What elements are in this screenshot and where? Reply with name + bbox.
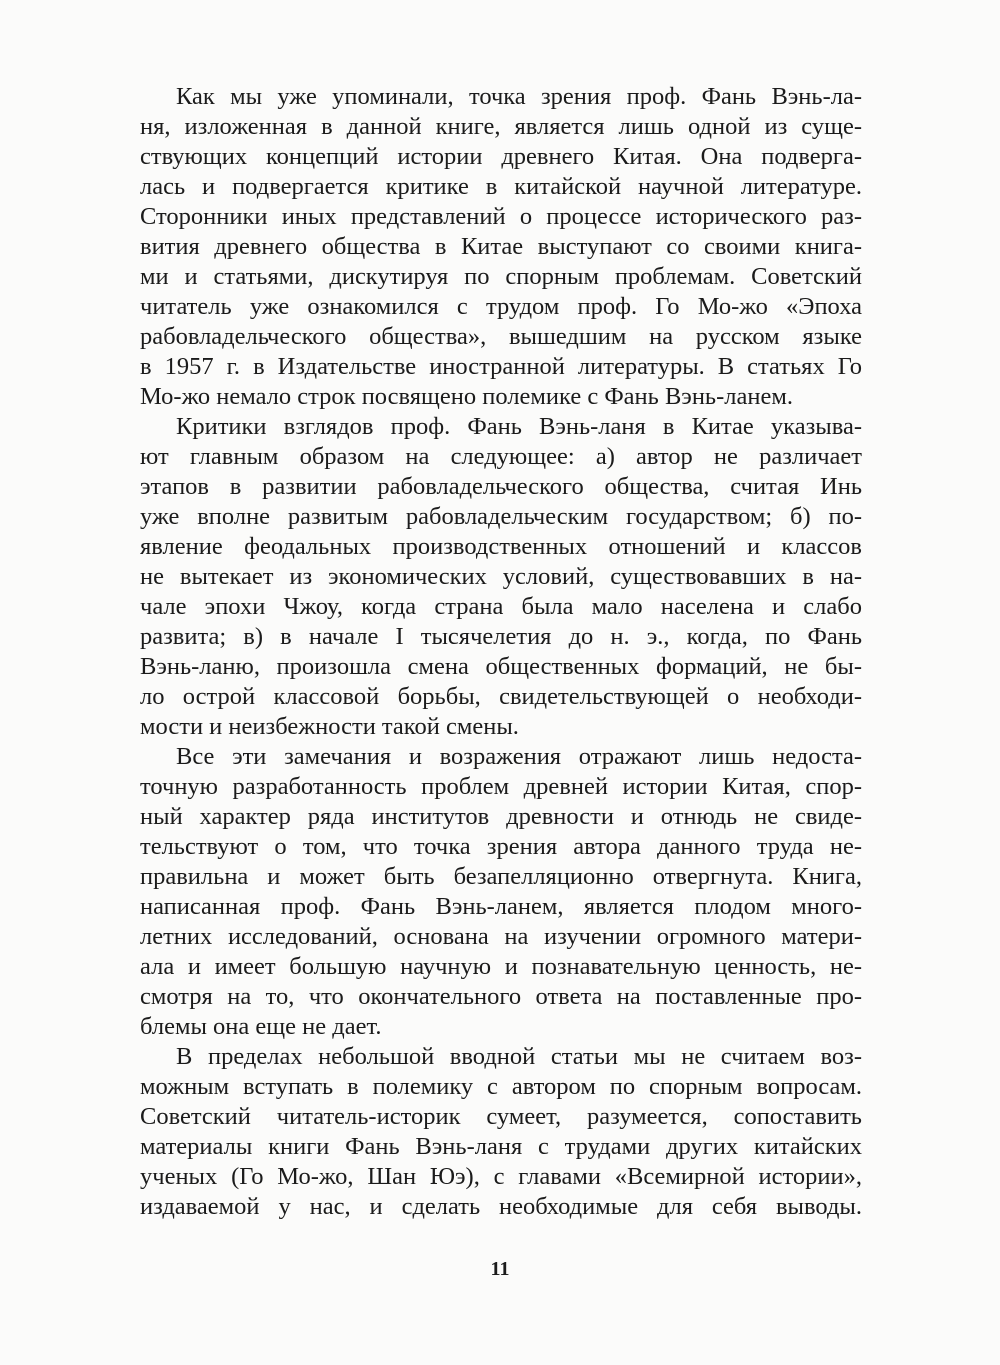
text-line: тельствуют о том, что точка зрения автора данного труда не- xyxy=(140,833,862,860)
paragraph xyxy=(140,1042,862,1222)
text-line: рабовладельческого общества», вышедшим на русском языке xyxy=(140,323,862,350)
text-line: блемы она еще не дает. xyxy=(140,1013,382,1040)
text-line: летних исследований, основана на изучении огромного матери- xyxy=(140,923,862,950)
text-line: ют главным образом на следующее: а) автор не различает xyxy=(140,443,862,470)
text-line: смотря на то, что окончательного ответа на поставленные про- xyxy=(140,983,862,1010)
text-line: явление феодальных производственных отношений и классов xyxy=(140,533,862,560)
text-line: написанная проф. Фань Вэнь-ланем, является плодом много- xyxy=(140,893,862,920)
text-line: ло острой классовой борьбы, свидетельствующей о необходи- xyxy=(140,683,862,710)
text-line: Советский читатель-историк сумеет, разумеется, сопоставить xyxy=(140,1103,862,1130)
paragraph xyxy=(140,742,862,1042)
text-line: В пределах небольшой вводной статьи мы не считаем воз- xyxy=(176,1043,862,1070)
text-line: точную разработанность проблем древней истории Китая, спор- xyxy=(140,773,862,800)
text-line: Вэнь-ланю, произошла смена общественных формаций, не бы- xyxy=(140,653,862,680)
text-line: чале эпохи Чжоу, когда страна была мало населена и слабо xyxy=(140,593,862,620)
text-line: уже вполне развитым рабовладельческим государством; б) по- xyxy=(140,503,862,530)
text-line: в 1957 г. в Издательстве иностранной литературы. В статьях Го xyxy=(140,353,862,380)
text-line: ала и имеет большую научную и познавательную ценность, не- xyxy=(140,953,862,980)
text-line: ствующих концепций истории древнего Китая. Она подверга- xyxy=(140,143,862,170)
text-line: Мо-жо немало строк посвящено полемике с Фань Вэнь-ланем. xyxy=(140,383,793,410)
text-line: мости и неизбежности такой смены. xyxy=(140,713,519,740)
text-line: ми и статьями, дискутируя по спорным проблемам. Советский xyxy=(140,263,862,290)
text-line: не вытекает из экономических условий, существовавших в на- xyxy=(140,563,862,590)
text-line: лась и подвергается критике в китайской научной литературе. xyxy=(140,173,862,200)
text-line: вития древнего общества в Китае выступают со своими книга- xyxy=(140,233,862,260)
text-line: ученых (Го Мо-жо, Шан Юэ), с главами «Всемирной истории», xyxy=(140,1163,862,1190)
text-line: читатель уже ознакомился с трудом проф. Го Мо-жо «Эпоха xyxy=(140,293,862,320)
paragraph xyxy=(140,412,862,742)
text-line: материалы книги Фань Вэнь-ланя с трудами других китайских xyxy=(140,1133,862,1160)
text-line: развита; в) в начале I тысячелетия до н. э., когда, по Фань xyxy=(140,623,862,650)
text-line: правильна и может быть безапелляционно отвергнута. Книга, xyxy=(140,863,862,890)
page-number: 11 xyxy=(490,1258,510,1280)
page-body xyxy=(140,82,862,1222)
text-line: Критики взглядов проф. Фань Вэнь-ланя в Китае указыва- xyxy=(176,413,862,440)
text-line: ный характер ряда институтов древности и отнюдь не свиде- xyxy=(140,803,862,830)
text-line: издаваемой у нас, и сделать необходимые для себя выводы. xyxy=(140,1193,862,1220)
text-line: Все эти замечания и возражения отражают лишь недоста- xyxy=(176,743,862,770)
text-line: ня, изложенная в данной книге, является лишь одной из суще- xyxy=(140,113,862,140)
text-line: Сторонники иных представлений о процессе исторического раз- xyxy=(140,203,862,230)
text-line: Как мы уже упоминали, точка зрения проф. Фань Вэнь-ла- xyxy=(176,83,862,110)
text-line: этапов в развитии рабовладельческого общества, считая Инь xyxy=(140,473,862,500)
text-line: можным вступать в полемику с автором по спорным вопросам. xyxy=(140,1073,862,1100)
paragraph xyxy=(140,82,862,412)
